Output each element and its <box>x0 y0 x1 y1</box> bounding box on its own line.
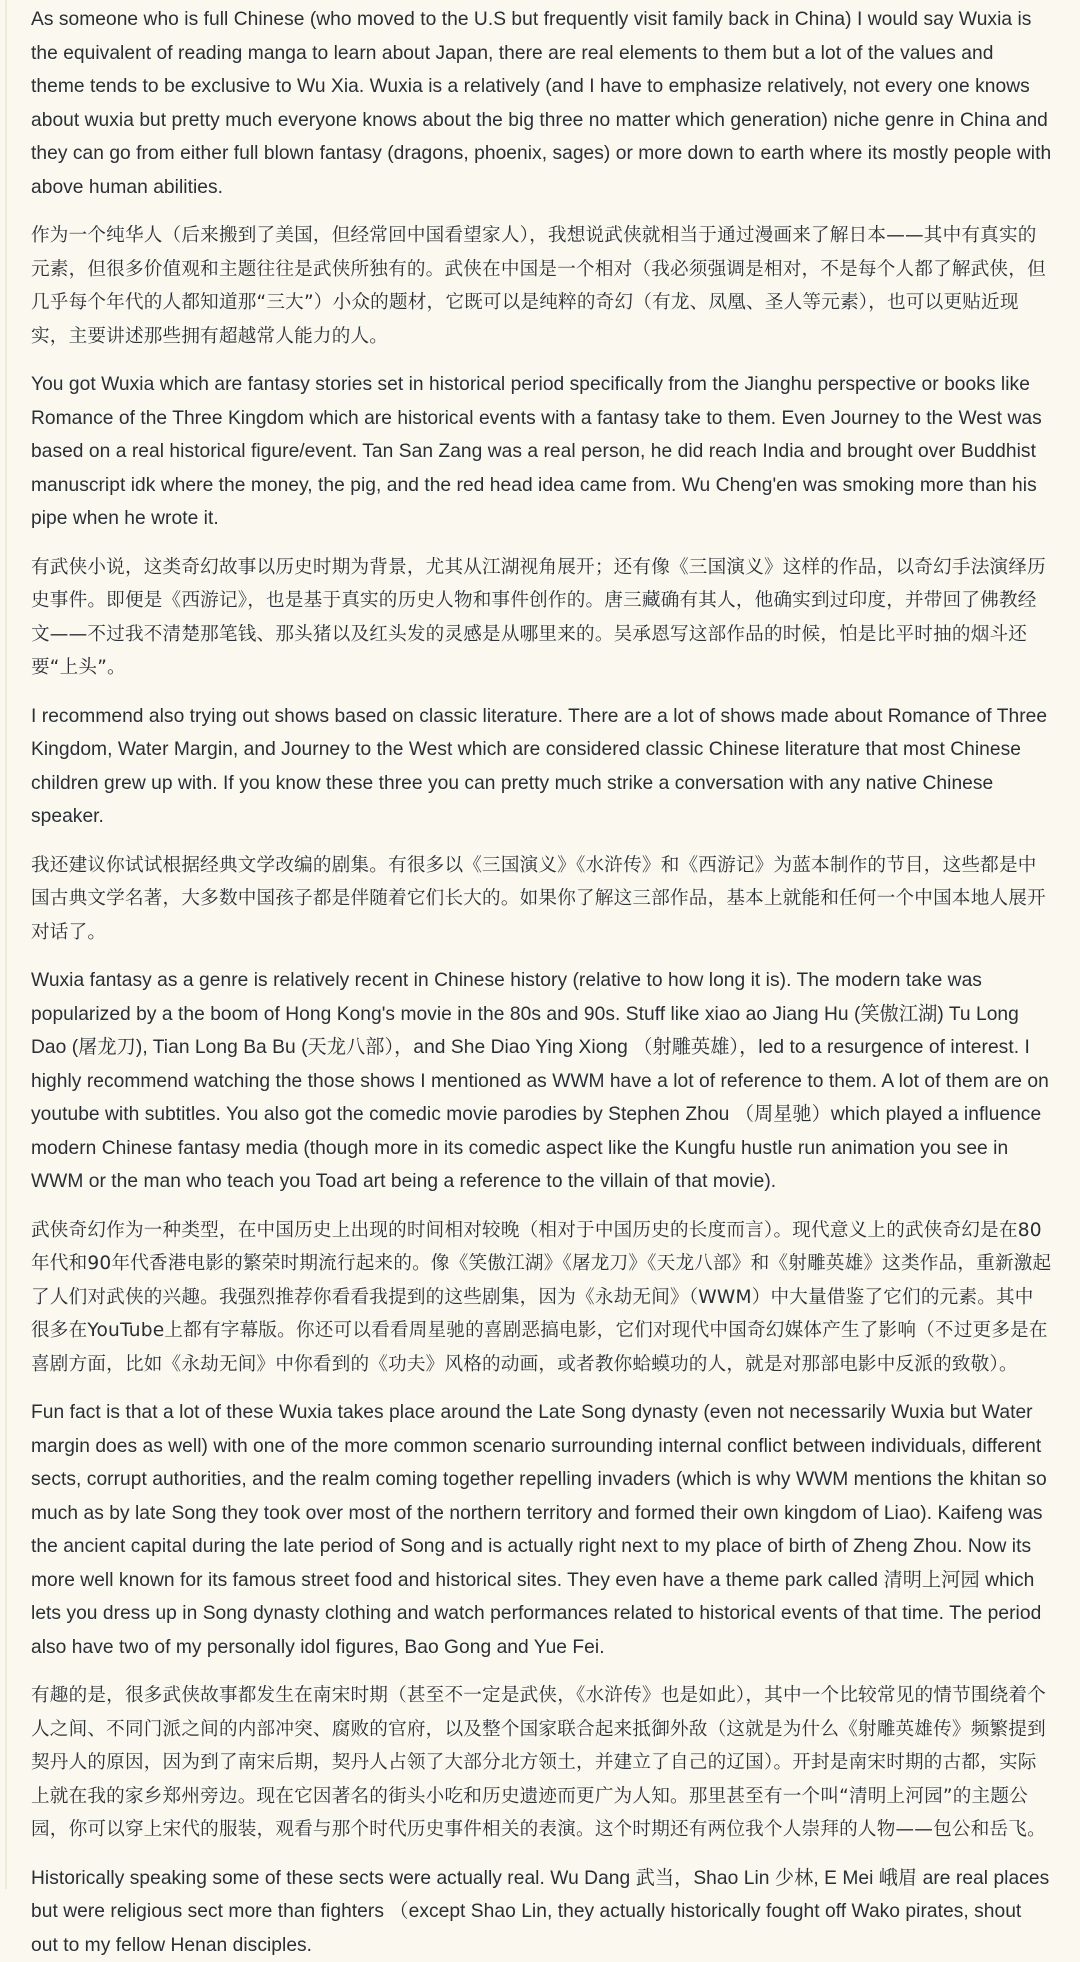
paragraph-9-english: Fun fact is that a lot of these Wuxia takes place around the Late Song dynasty (even not necessarily Wuxia but Water margin does as well) with one of the more common scenario surrounding internal conflict between individuals, different sects, corrupt authorities, and the realm coming together repelling invaders (which is why WWM mentions the khitan so much as by late Song they took over most of the northern territory and formed their own kingdom of Liao). Kaifeng was the ancient capital during the late period of Song and is actually right next to my place of birth of Zheng Zhou. Now its more well known for its famous street food and historical sites. They even have a theme park called 清明上河园 which lets you dress up in Song dynasty clothing and watch performances related to historical events of that time. The period also have two of my personally idol figures, Bao Gong and Yue Fei. <box>31 1396 1052 1664</box>
paragraph-1-english: As someone who is full Chinese (who moved to the U.S but frequently visit family back in China) I would say Wuxia is the equivalent of reading manga to learn about Japan, there are real elements to them but a lot of the values and theme tends to be exclusive to Wu Xia. Wuxia is a relatively (and I have to emphasize relatively, not every one knows about wuxia but pretty much everyone knows about the big three no matter which generation) niche genre in China and they can go from either full blown fantasy (dragons, phoenix, sages) or more down to earth where its mostly people with above human abilities. <box>31 3 1052 204</box>
paragraph-7-english: Wuxia fantasy as a genre is relatively recent in Chinese history (relative to how long it is). The modern take was popularized by a the boom of Hong Kong's movie in the 80s and 90s. Stuff like xiao ao Jiang Hu (笑傲江湖) Tu Long Dao (屠龙刀), Tian Long Ba Bu (天龙八部），and She Diao Ying Xiong （射雕英雄），led to a resurgence of interest. I highly recommend watching the those shows I mentioned as WWM have a lot of reference to them. A lot of them are on youtube with subtitles. You also got the comedic movie parodies by Stephen Zhou （周星驰）which played a influence modern Chinese fantasy media (though more in its comedic aspect like the Kungfu hustle run animation you see in WWM or the man who teach you Toad art being a reference to the villain of that movie). <box>31 964 1052 1199</box>
paragraph-3-english: You got Wuxia which are fantasy stories set in historical period specifically from the Jianghu perspective or books like Romance of the Three Kingdom which are historical events with a fantasy take to them. Even Journey to the West was based on a real historical figure/event. Tan San Zang was a real person, he did reach India and brought over Buddhist manuscript idk where the money, the pig, and the red head idea came from. Wu Cheng'en was smoking more than his pipe when he wrote it. <box>31 368 1052 536</box>
paragraph-2-chinese: 作为一个纯华人（后来搬到了美国，但经常回中国看望家人），我想说武侠就相当于通过漫画来了解日本——其中有真实的元素，但很多价值观和主题往往是武侠所独有的。武侠在中国是一个相对（我必须强调是相对，不是每个人都了解武侠，但几乎每个年代的人都知道那“三大”）小众的题材，它既可以是纯粹的奇幻（有龙、凤凰、圣人等元素），也可以更贴近现实，主要讲述那些拥有超越常人能力的人。 <box>31 219 1052 353</box>
paragraph-10-chinese: 有趣的是，很多武侠故事都发生在南宋时期（甚至不一定是武侠，《水浒传》也是如此），其中一个比较常见的情节围绕着个人之间、不同门派之间的内部冲突、腐败的官府，以及整个国家联合起来抵御外敌（这就是为什么《射雕英雄传》频繁提到契丹人的原因，因为到了南宋后期，契丹人占领了大部分北方领土，并建立了自己的辽国）。开封是南宋时期的古都，实际上就在我的家乡郑州旁边。现在它因著名的街头小吃和历史遗迹而更广为人知。那里甚至有一个叫“清明上河园”的主题公园，你可以穿上宋代的服装，观看与那个时代历史事件相关的表演。这个时期还有两位我个人崇拜的人物——包公和岳飞。 <box>31 1679 1052 1847</box>
paragraph-8-chinese: 武侠奇幻作为一种类型，在中国历史上出现的时间相对较晚（相对于中国历史的长度而言）。现代意义上的武侠奇幻是在80年代和90年代香港电影的繁荣时期流行起来的。像《笑傲江湖》《屠龙刀》《天龙八部》和《射雕英雄》这类作品，重新激起了人们对武侠的兴趣。我强烈推荐你看看我提到的这些剧集，因为《永劫无间》（WWM）中大量借鉴了它们的元素。其中很多在YouTube上都有字幕版。你还可以看看周星驰的喜剧恶搞电影，它们对现代中国奇幻媒体产生了影响（不过更多是在喜剧方面，比如《永劫无间》中你看到的《功夫》风格的动画，或者教你蛤蟆功的人，就是对那部电影中反派的致敬）。 <box>31 1214 1052 1382</box>
paragraph-11-english: Historically speaking some of these sects were actually real. Wu Dang 武当，Shao Lin 少林, E Mei 峨眉 are real places but were religious sect more than fighters （except Shao Lin, they actually historically fought off Wako pirates, shout out to my fellow Henan disciples. <box>31 1862 1052 1962</box>
paragraph-6-chinese: 我还建议你试试根据经典文学改编的剧集。有很多以《三国演义》《水浒传》和《西游记》为蓝本制作的节目，这些都是中国古典文学名著，大多数中国孩子都是伴随着它们长大的。如果你了解这三部作品，基本上就能和任何一个中国本地人展开对话了。 <box>31 849 1052 950</box>
paragraph-4-chinese: 有武侠小说，这类奇幻故事以历史时期为背景，尤其从江湖视角展开；还有像《三国演义》这样的作品，以奇幻手法演绎历史事件。即便是《西游记》，也是基于真实的历史人物和事件创作的。唐三藏确有其人，他确实到过印度，并带回了佛教经文——不过我不清楚那笔钱、那头猪以及红头发的灵感是从哪里来的。吴承恩写这部作品的时候，怕是比平时抽的烟斗还要“上头”。 <box>31 551 1052 685</box>
paragraph-5-english: I recommend also trying out shows based on classic literature. There are a lot of shows made about Romance of Three Kingdom, Water Margin, and Journey to the West which are considered classic Chinese literature that most Chinese children grew up with. If you know these three you can pretty much strike a conversation with any native Chinese speaker. <box>31 700 1052 834</box>
